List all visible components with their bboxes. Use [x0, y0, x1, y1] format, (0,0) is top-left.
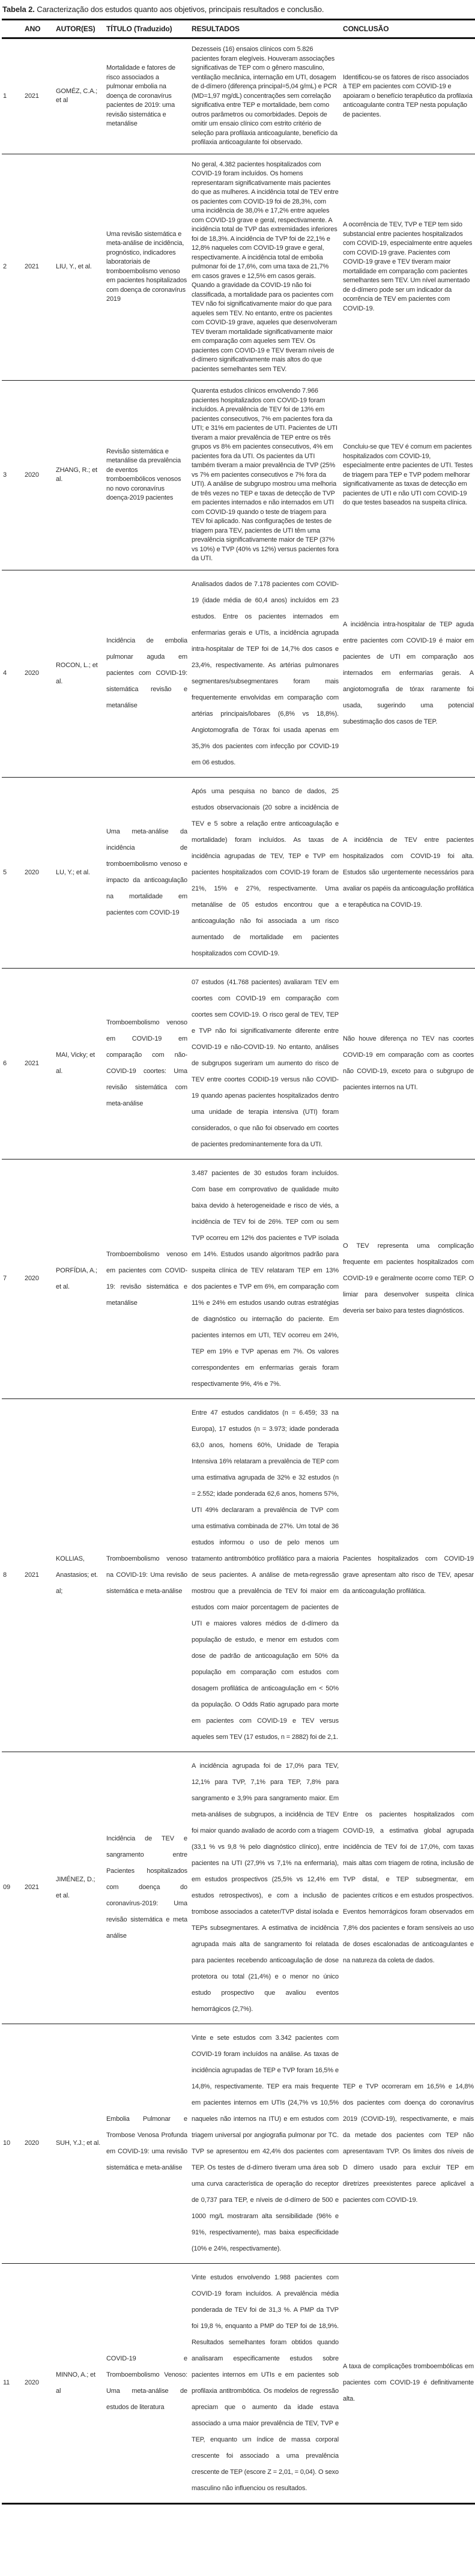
study-row-authors: MINNO, A.; et al	[56, 2371, 95, 2395]
study-row-title: Embolia Pulmonar e Trombose Venosa Profunda em COVID-19: uma revisão sistemática e meta-análise	[106, 2115, 187, 2171]
study-row	[2, 38, 475, 154]
study-row-year: 2021	[25, 1884, 39, 1891]
study-row-year: 2021	[25, 1571, 39, 1579]
study-row-authors: JIMÉNEZ, D.; et al.	[56, 1875, 95, 1899]
study-row-results: 07 estudos (41.768 pacientes) avaliaram TEV em coortes com COVID-19 em comparação com coortes sem COVID-19. O risco geral de TEV, TEP e TVP não foi significativamente diferente entre COVID-19 e não-COVID-19. No entanto, análises de subgrupos sugeriram um aumento do risco de TEV entre coortes CODID-19 versus não COVID-19 quando apenas pacientes hospitalizados dentro uma unidade de terapia intensiva (UTI) foram considerados, o que não foi observado em coortes de pacientes predominantemente fora da UTI.	[192, 978, 339, 1148]
study-row-number: 1	[3, 92, 7, 100]
study-row-conclusion: Identificou-se os fatores de risco associados à TEP em pacientes com COVID-19 e apoiaram o benefício terapêutico da profilaxia anticoagulante contra TEP nesta população de pacientes.	[343, 73, 473, 118]
study-row-title: COVID-19 e Tromboembolismo Venoso: Uma meta-análise de estudos de literatura	[106, 2354, 187, 2411]
study-row-conclusion: Não houve diferença no TEV nas coortes COVID-19 em comparação com as coortes não COVID-19, exceto para o subgrupo de pacientes internos na UTI.	[343, 1035, 474, 1091]
study-row-results: Quarenta estudos clínicos envolvendo 7.966 pacientes hospitalizados com COVID-19 foram incluídos. A prevalência de TEV foi de 13% em pacientes consecutivos, 7% em pacientes fora da UTI; e 31% em pacientes de UTI. Pacientes de UTI tiveram a maior prevalência de TEP entre os três grupos vs 8% em pacientes consecutivos, 4% em pacientes fora da UTI. Os pacientes da UTI também tiveram a maior prevalência de TVP (25% vs 7% em pacientes consecutivos e 7% fora da UTI). A análise de subgrupo mostrou uma melhoria de três vezes no TEP e taxas de detecção de TVP em pacientes internados e não internados em UTI com COVID-19 quando o teste de triagem para TEV foi aplicado. Nas configurações de testes de triagem para TEV, pacientes de UTI têm uma prevalência significativamente maior de TEP (37% vs 10%) e TVP (40% vs 12%) versus pacientes fora da UTI.	[192, 387, 339, 562]
study-row-authors: KOLLIAS, Anastasios; et. al;	[56, 1555, 98, 1595]
study-row	[2, 570, 475, 777]
study-row	[2, 968, 475, 1159]
study-row-number: 3	[3, 471, 7, 479]
column-header-autores: AUTOR(ES)	[56, 25, 95, 33]
study-row-title: Uma revisão sistemática e meta-análise de incidência, prognóstico, indicadores laboratoriais de tromboembolismo venoso em pacientes hospitalizados com doença de coronavírus 2019	[106, 230, 187, 303]
study-row-year: 2020	[25, 670, 39, 677]
study-row-conclusion: A incidência intra-hospitalar de TEP aguda entre pacientes com COVID-19 é maior em pacientes de UTI em comparação aos internados em enfermarias gerais. A angiotomografia de tórax raramente foi usada, sugerindo uma potencial subestimação dos casos de TEP.	[343, 621, 474, 725]
study-row-title: Incidência de embolia pulmonar aguda em pacientes com COVID-19: sistemática revisão e metanálise	[106, 637, 187, 709]
study-row-title: Mortalidade e fatores de risco associados a pulmonar embolia na doença de coronavírus pacientes de 2019: uma revisão sistemática e metanálise	[106, 64, 176, 127]
column-header-num	[2, 20, 23, 38]
study-row	[2, 154, 475, 381]
study-row-year: 2021	[25, 263, 39, 270]
study-row-results: Entre 47 estudos candidatos (n = 6.459; 33 na Europa), 17 estudos (n = 3.973; idade ponderada 63,0 anos, homens 60%, Unidade de Terapia Intensiva 16% relataram a prevalência de TEP com uma estimativa agrupada de 32% e 32 estudos (n = 2.552; idade ponderada 62,6 anos, homens 57%, UTI 49% declararam a prevalência de TVP com uma estimativa combinada de 27%. Um total de 36 estudos informou o uso de pelo menos um tratamento antitrombótico profilático para a maioria de seus pacientes. A análise de meta-regressão mostrou que a prevalência de TEV foi maior em estudos com maior porcentagem de pacientes de UTI e maiores valores médios de d-dímero da população de estudo, e menor em estudos com dose de padrão de anticoagulação em 50% da população em comparação com estudos com dosagem profilática de anticoagulação em < 50% da população. O Odds Ratio agrupado para morte em pacientes com COVID-19 e TEV versus aqueles sem TEV (17 estudos, n = 2882) foi de 2,1.	[192, 1409, 339, 1741]
study-row-authors: LU, Y.; et al.	[56, 868, 90, 876]
study-row-conclusion: O TEV representa uma complicação frequente em pacientes hospitalizados com COVID-19 e geralmente ocorre como TEP. O limiar para desenvolver suspeita clínica deveria ser baixo para testes diagnósticos.	[343, 1242, 474, 1314]
study-row	[2, 2263, 475, 2503]
study-row	[2, 1752, 475, 2024]
study-row-number: 09	[3, 1884, 10, 1891]
study-row-number: 7	[3, 1275, 7, 1282]
study-row-authors: PORFÍDIA, A.; et al.	[56, 1266, 97, 1290]
study-row-number: 5	[3, 868, 7, 876]
study-row-results: Vinte estudos envolvendo 1.988 pacientes com COVID-19 foram incluídos. A prevalência média ponderada de TEV foi de 31,3 %. A PMP da TVP foi 19,8 %, enquanto a PMP do TEP foi de 18,9%. Resultados semelhantes foram obtidos quando analisaram especificamente estudos sobre pacientes internos em UTIs e em pacientes sob profilaxia antitrombótica. Os modelos de regressão apreciam que o aumento da idade estava associado a uma maior prevalência de TEV, TVP e TEP, enquanto um índice de massa corporal crescente foi associado a uma prevalência crescente de TEP (escore Z = 2,01, = 0,04). O sexo masculino não influenciou os resultados.	[192, 2273, 339, 2492]
study-row	[2, 777, 475, 968]
study-row-results: Após uma pesquisa no banco de dados, 25 estudos observacionais (20 sobre a incidência de TEV e 5 sobre a relação entre anticoagulação e mortalidade) foram incluídos. As taxas de incidência agrupadas de TEV, TEP e TVP em pacientes hospitalizados com COVID-19 foram de 21%, 15% e 27%, respectivamente. Uma metanálise de 05 estudos encontrou que a anticoagulação não foi associada a um risco aumentado de mortalidade em pacientes hospitalizados com COVID-19.	[192, 787, 339, 957]
study-row-number: 6	[3, 1059, 7, 1067]
table-caption	[2, 5, 473, 14]
study-row-conclusion: Concluiu-se que TEV é comum em pacientes hospitalizados com COVID-19, especialmente entre pacientes de UTI. Testes de triagem para TEP e TVP podem melhorar significativamente as taxas de detecção em pacientes de UTI e não UTI com COVID-19 do que testes baseados na suspeita clínica.	[343, 443, 473, 506]
study-row-results: Dezesseis (16) ensaios clínicos com 5.826 pacientes foram elegíveis. Houveram associações significativas de TEP com o gênero masculino, ventilação mecânica, internação em UTI, dosagem de d-dímero (diferença principal=5,04 g/mL) e PCR (MD=1,97 mg/dL) concentrações sem correlação significativa entre TEP e mortalidade, bem como outros parâmetros ou comorbidades. Depois de omitir um ensaio clínico com estrito critério de seleção para profilaxia anticoagulante, benefício da profilaxia anticoagulante foi observado.	[192, 46, 337, 146]
study-row-results: 3.487 pacientes de 30 estudos foram incluídos. Com base em comprovativo de qualidade muito baixa devido à heterogeneidade e risco de viés, a incidência de TEV foi de 26%. TEP com ou sem TVP ocorreu em 12% dos pacientes e TVP isolada em 14%. Estudos usando algoritmos padrão para suspeita clínica de TEV relataram TEP em 13% dos pacientes e TVP em 6%, em comparação com 11% e 24% em estudos usando outras estratégias de diagnóstico ou internação do paciente. Em pacientes internos em UTI, TEV ocorreu em 24%, TEP em 19% e TVP apenas em 7%. Os valores correspondentes em enfermarias gerais foram respectivamente 9%, 4% e 7%.	[192, 1169, 339, 1388]
study-row-year: 2020	[25, 2139, 39, 2147]
study-row-results: Analisados dados de 7.178 pacientes com COVID-19 (idade média de 60,4 anos) incluídos em 23 estudos. Entre os pacientes internados em enfermarias gerais e UTIs, a incidência agrupada intra-hospitalar de TEP foi de 14,7% dos casos e 23,4%, respectivamente. As artérias pulmonares segmentares/subsegmentares foram mais frequentemente envolvidas em comparação com artérias principais/lobares (6,8% vs 18,8%). Angiotomografia de Tórax foi usada apenas em 35,3% dos pacientes com infecção por COVID-19 em 06 estudos.	[192, 580, 339, 766]
study-row-title: Uma meta-análise da incidência de tromboembolismo venoso e impacto da anticoagulação na mortalidade em pacientes com COVID-19	[106, 828, 187, 916]
study-row-authors: SUH, Y.J.; et al.	[56, 2139, 101, 2147]
study-row-year: 2021	[25, 1059, 39, 1067]
study-row-title: Revisão sistemática e metanálise da prevalência de eventos tromboembólicos venosos no novo coronavírus doença-2019 pacientes	[106, 447, 181, 502]
column-header-conclusao: CONCLUSÃO	[343, 25, 389, 33]
study-row-results: Vinte e sete estudos com 3.342 pacientes com COVID-19 foram incluídos na análise. As taxas de incidência agrupadas de TEP e TVP foram 16,5% e 14,8%, respectivamente. TEP era mais frequente em pacientes internos em UTIs (24,7% vs 10,5% naqueles não internos na ITU) e em estudos com triagem universal por angiografia pulmonar por TC. TVP se apresentou em 42,4% dos pacientes com TEP. Os testes de d-dímero tiveram uma área sob uma curva característica de operação do receptor de 0,737 para TEP, e níveis de d-dímero de 500 e 1000 mg/L mostraram alta sensibilidade (96% e 91%, respectivamente), mas baixa especificidade (10% e 24%, respectivamente).	[192, 2034, 339, 2252]
study-row-number: 11	[3, 2379, 10, 2386]
study-row-year: 2020	[25, 2379, 39, 2386]
study-row-authors: ROCON, L.; et al.	[56, 661, 98, 685]
study-row-authors: LIU, Y., et al.	[56, 263, 92, 270]
study-row	[2, 1159, 475, 1398]
studies-table	[2, 19, 475, 2505]
study-row-conclusion: Entre os pacientes hospitalizados com COVID-19, a estimativa global agrupada incidência de TEV foi de 17,0%, com taxas mais altas com triagem de rotina, inclusão de TVP distal, e TEP subsegmentar, em pacientes críticos e em estudos prospectivos. Eventos hemorrágicos foram observados em 7,8% dos pacientes e foram sensíveis ao uso de doses escalonadas de anticoagulantes e na natureza da coleta de dados.	[343, 1810, 474, 1964]
study-row-conclusion: A taxa de complicações tromboembólicas em pacientes com COVID-19 é definitivamente alta.	[343, 2363, 474, 2402]
study-row-year: 2021	[25, 92, 39, 100]
study-row-year: 2020	[25, 1275, 39, 1282]
study-row-title: Tromboembolismo venoso em COVID-19 em comparação com não-COVID-19 coortes: Uma revisão sistemática com meta-análise	[106, 1019, 187, 1107]
study-row	[2, 1398, 475, 1752]
study-row-number: 10	[3, 2139, 10, 2147]
column-header-ano: ANO	[25, 25, 41, 33]
study-row-conclusion: TEP e TVP ocorreram em 16,5% e 14,8% dos pacientes com doença do coronavírus 2019 (COVID-19), respectivamente, e mais da metade dos pacientes com TEP não apresentavam TVP. Os limites dos níveis de D dímero usado para excluir TEP em diretrizes preexistentes parece aplicável a pacientes com COVID-19.	[343, 2082, 474, 2204]
table-caption-text: Caracterização dos estudos quanto aos objetivos, principais resultados e conclusão.	[34, 5, 324, 14]
study-row-year: 2020	[25, 868, 39, 876]
study-row-year: 2020	[25, 471, 39, 479]
study-row-conclusion: A ocorrência de TEV, TVP e TEP tem sido substancial entre pacientes hospitalizados com COVID-19, especialmente entre aqueles com COVID-19 grave. Pacientes com COVID-19 grave e TEV tiveram maior mortalidade em comparação com pacientes semelhantes sem TEV. Um nível aumentado de d-dímero pode ser um indicador da ocorrência de TEV em pacientes com COVID-19.	[343, 221, 473, 312]
study-row-conclusion: A incidência de TEV entre pacientes hospitalizados com COVID-19 foi alta. Estudos são urgentemente necessários para avaliar os papéis da anticoagulação profilática e terapêutica na COVID-19.	[343, 836, 474, 909]
study-row-title: Tromboembolismo venoso na COVID-19: Uma revisão sistemática e meta-análise	[106, 1555, 187, 1595]
study-row	[2, 2024, 475, 2263]
study-row-title: Incidência de TEV e sangramento entre Pacientes hospitalizados com doença do coronavírus-2019: Uma revisão sistemática e meta análise	[106, 1835, 187, 1940]
study-row-number: 8	[3, 1571, 7, 1579]
study-row	[2, 381, 475, 570]
study-row-results: No geral, 4.382 pacientes hospitalizados com COVID-19 foram incluídos. Os homens representaram significativamente mais pacientes do que as mulheres. A incidência total de TEV entre os pacientes com COVID-19 foi de 28,3%, com uma incidência de 38,0% e 17,2% entre aqueles com COVID-19 grave e geral, respectivamente. A incidência total de TVP das extremidades inferiores foi de 18,3%. A incidência de TVP foi de 22,1% e 12,8% naqueles com COVID-19 grave e geral, respectivamente. A incidência total de embolia pulmonar foi de 17,6%, com uma taxa de 21,7% em casos graves e 12,5% em casos gerais. Quando a gravidade da COVID-19 não foi classificada, a mortalidade para os pacientes com TEV não foi significativamente maior do que para aqueles sem TEV. No entanto, entre os pacientes com COVID-19 grave, aqueles que desenvolveram TEV tiveram mortalidade significativamente maior em comparação com aqueles sem TEV. Os pacientes com COVID-19 e TEV tiveram níveis de d-dímero significativamente mais altos do que pacientes semelhantes sem TEV.	[192, 160, 339, 373]
study-row-number: 2	[3, 263, 7, 270]
column-header-titulo: TÍTULO (Traduzido)	[106, 25, 172, 33]
study-row-number: 4	[3, 670, 7, 677]
study-row-authors: GOMÉZ, C.A.; et al	[56, 87, 98, 104]
table-header-row	[2, 20, 475, 38]
study-row-authors: MAI, Vicky; et al.	[56, 1051, 95, 1075]
column-header-resultados: RESULTADOS	[192, 25, 240, 33]
study-row-results: A incidência agrupada foi de 17,0% para TEV, 12,1% para TVP, 7,1% para TEP, 7,8% para sangramento e 3,9% para sangramento maior. Em meta-análises de subgrupos, a incidência de TEV foi maior quando avaliado de acordo com a triagem (33,1 % vs 9,8 % pelo diagnóstico clínico), entre pacientes na UTI (27,9% vs 7,1% na enfermaria), em estudos prospectivos (25,5% vs 12,4% em estudos retrospectivos), e com a inclusão de trombose associados a cateter/TVP distal isolada e TEPs subsegmentares. A estimativa de incidência agrupada mais alta de sangramento foi relatada para pacientes recebendo anticoagulação de dose protetora ou total (21,4%) e o menor no único estudo prospectivo que avaliou eventos hemorrágicos (2,7%).	[192, 1762, 339, 2013]
study-row-title: Tromboembolismo venoso em pacientes com COVID-19: revisão sistemática e metanálise	[106, 1250, 187, 1307]
table-caption-label: Tabela 2.	[2, 5, 35, 14]
study-row-authors: ZHANG, R.; et al.	[56, 466, 97, 483]
study-row-conclusion: Pacientes hospitalizados com COVID-19 grave apresentam alto risco de TEV, apesar da anticoagulação profilática.	[343, 1555, 474, 1595]
